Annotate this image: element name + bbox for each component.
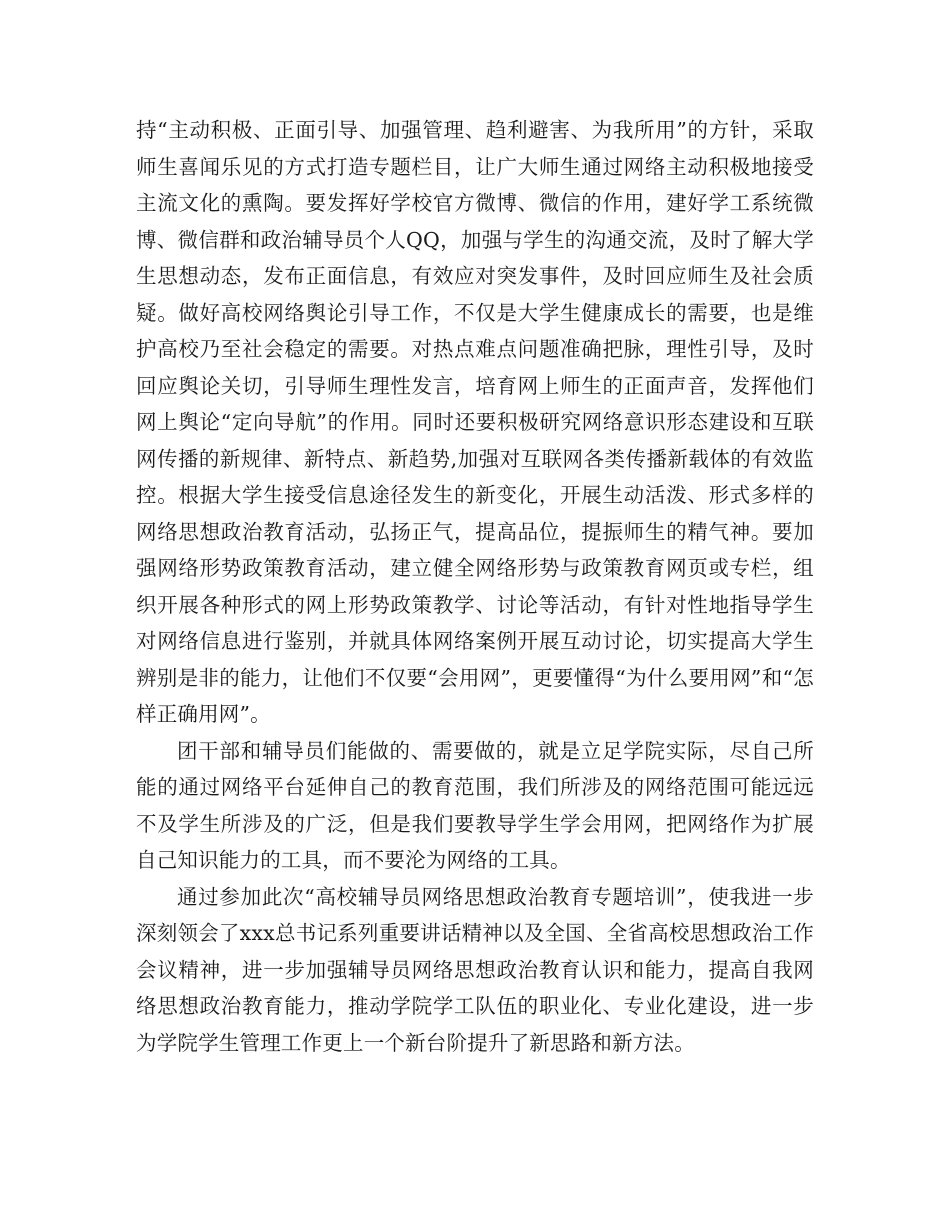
paragraph-cadres-and-counselors: 团干部和辅导员们能做的、需要做的，就是立足学院实际，尽自己所能的通过网络平台延伸自己的教育范围，我们所涉及的网络范围可能远远不及学生所涉及的广泛，但是我们要教导学生学会用网，把网络作为扩展自己知识能力的工具，而不要沦为网络的工具。 bbox=[136, 738, 814, 872]
paragraph-continuation: 持“主动积极、正面引导、加强管理、趋利避害、为我所用”的方针，采取师生喜闻乐见的方式打造专题栏目，让广大师生通过网络主动积极地接受主流文化的熏陶。要发挥好学校官方微博、微信的作用，建好学工系统微博、微信群和政治辅导员个人QQ，加强与学生的沟通交流，及时了解大学生思想动态，发布正面信息，有效应对突发事件，及时回应师生及社会质疑。做好高校网络舆论引导工作，不仅是大学生健康成长的需要，也是维护高校乃至社会稳定的需要。对热点难点问题准确把脉，理性引导，及时回应舆论关切，引导师生理性发言，培育网上师生的正面声音，发挥他们网上舆论“定向导航”的作用。同时还要积极研究网络意识形态建设和互联网传播的新规律、新特点、新趋势,加强对互联网各类传播新载体的有效监控。根据大学生接受信息途径发生的新变化，开展生动活泼、形式多样的网络思想政治教育活动，弘扬正气，提高品位，提振师生的精气神。要加强网络形势政策教育活动，建立健全网络形势与政策教育网页或专栏，组织开展各种形式的网上形势政策教学、讨论等活动，有针对性地指导学生对网络信息进行鉴别，并就具体网络案例开展互动讨论，切实提高大学生辨别是非的能力，让他们不仅要“会用网”，更要懂得“为什么要用网”和“怎样正确用网”。 bbox=[136, 118, 814, 726]
document-body bbox=[136, 112, 814, 1061]
paragraph-training-summary: 通过参加此次“高校辅导员网络思想政治教育专题培训”，使我进一步深刻领会了xxx总书记系列重要讲话精神以及全国、全省高校思想政治工作会议精神，进一步加强辅导员网络思想政治教育认识和能力，提高自我网络思想政治教育能力，推动学院学工队伍的职业化、专业化建设，进一步为学院学生管理工作更上一个新台阶提升了新思路和新方法。 bbox=[136, 884, 814, 1055]
